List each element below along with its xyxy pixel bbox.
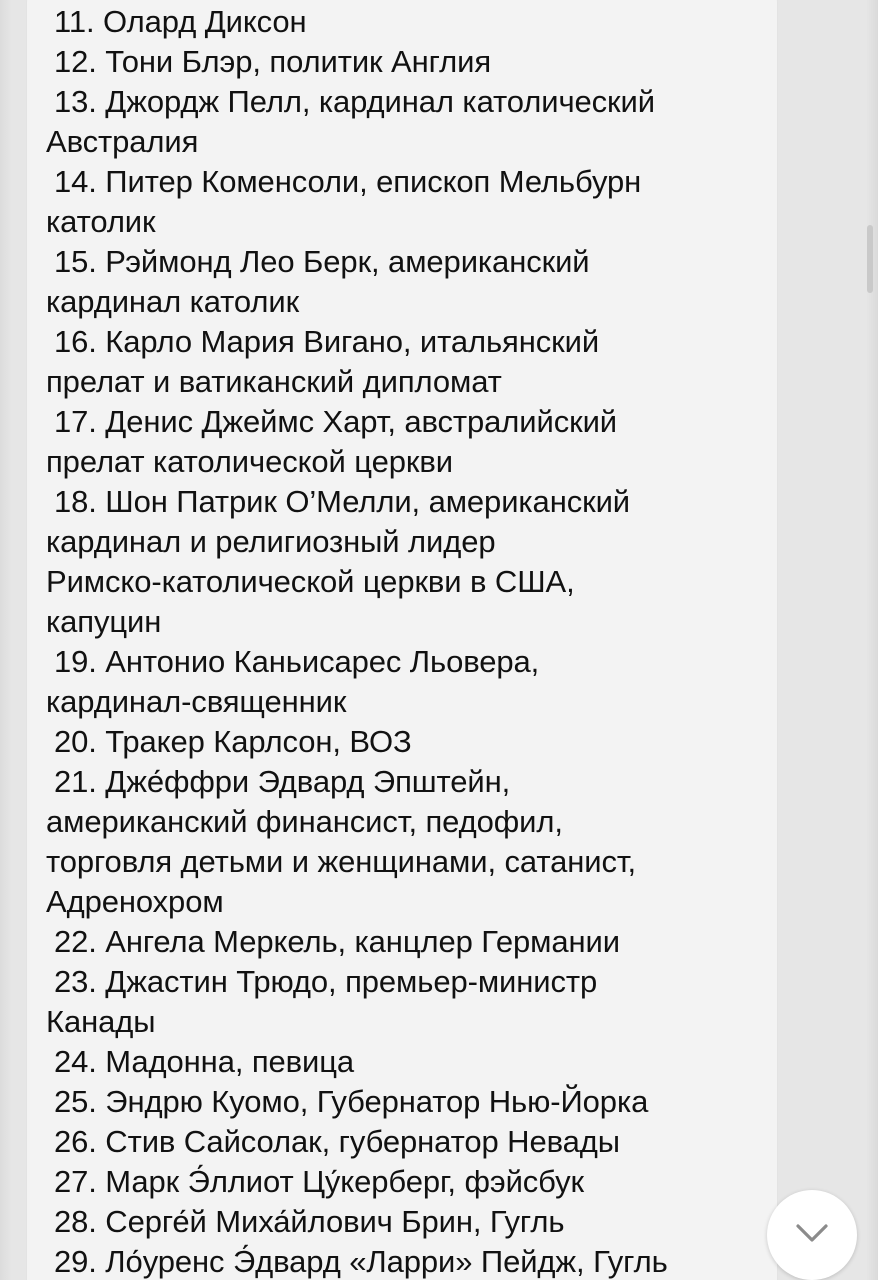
scrollbar-thumb[interactable] [867, 225, 873, 293]
list-item-line: прелат католической церкви [46, 444, 453, 479]
list-item [46, 922, 766, 962]
list-item-line: Римско-католической церкви в США, [46, 564, 575, 599]
chevron-down-icon [794, 1221, 830, 1245]
list-item [46, 322, 766, 402]
list-item-line: 25. Эндрю Куомо, Губернатор Нью-Йорка [54, 1084, 649, 1119]
list-item-line: 18. Шон Патрик О’Мелли, американский [54, 484, 631, 519]
list-item [46, 42, 766, 82]
list-item-line: 23. Джастин Трюдо, премьер-министр [54, 964, 598, 999]
list-item-line: 24. Мадонна, певица [54, 1044, 355, 1079]
list-item [46, 82, 766, 162]
list-item-line: 22. Ангела Меркель, канцлер Германии [54, 924, 620, 959]
list-item-line: 19. Антонио Каньисарес Льовера, [54, 644, 540, 679]
list-item-line: 11. Олард Диксон [54, 4, 307, 39]
list-item-line: 16. Карло Мария Вигано, итальянский [54, 324, 600, 359]
list-item-line: капуцин [46, 604, 162, 639]
list-item [46, 242, 766, 322]
list-item-line: 20. Тракер Карлсон, ВОЗ [54, 724, 412, 759]
list-item-line: 14. Питер Коменсоли, епископ Мельбурн [54, 164, 642, 199]
list-item [46, 762, 766, 922]
list-item-line: Канады [46, 1004, 156, 1039]
list-item [46, 962, 766, 1042]
list-item [46, 1242, 766, 1280]
list-item-line: кардинал и религиозный лидер [46, 524, 496, 559]
list-item-line: 15. Рэймонд Лео Берк, американский [54, 244, 590, 279]
list-item-line: 12. Тони Блэр, политик Англия [54, 44, 492, 79]
list-item-line: американский финансист, педофил, [46, 804, 563, 839]
list-item [46, 482, 766, 642]
list-item-line: 26. Стив Сайсолак, губернатор Невады [54, 1124, 620, 1159]
list-item-line: 29. Ло́уренс Э́двард «Ларри» Пейдж, Гугль [54, 1244, 668, 1279]
list-item [46, 402, 766, 482]
list-item-line: 13. Джордж Пелл, кардинал католический [54, 84, 655, 119]
list-item [46, 162, 766, 242]
list-item [46, 1122, 766, 1162]
list-item-line: 17. Денис Джеймс Харт, австралийский [54, 404, 618, 439]
scroll-down-button[interactable] [767, 1190, 857, 1280]
list-item [46, 722, 766, 762]
list-item-line: Австралия [46, 124, 199, 159]
list-item-line: 28. Серге́й Миха́йлович Брин, Гугль [54, 1204, 565, 1239]
list-item [46, 1042, 766, 1082]
list-item [46, 2, 766, 42]
list-item [46, 1162, 766, 1202]
list-item-line: 21. Дже́ффри Эдвард Эпштейн, [54, 764, 511, 799]
list-item-line: Адренохром [46, 884, 224, 919]
list-item-line: католик [46, 204, 156, 239]
list-item-line: кардинал-священник [46, 684, 347, 719]
list-item-line: прелат и ватиканский дипломат [46, 364, 502, 399]
list-item-line: торговля детьми и женщинами, сатанист, [46, 844, 637, 879]
list-item-line: кардинал католик [46, 284, 300, 319]
list-item-line: 27. Марк Э́ллиот Цу́керберг, фэйсбук [54, 1164, 585, 1199]
name-list [46, 2, 766, 1280]
list-item [46, 642, 766, 722]
list-item [46, 1202, 766, 1242]
list-item [46, 1082, 766, 1122]
